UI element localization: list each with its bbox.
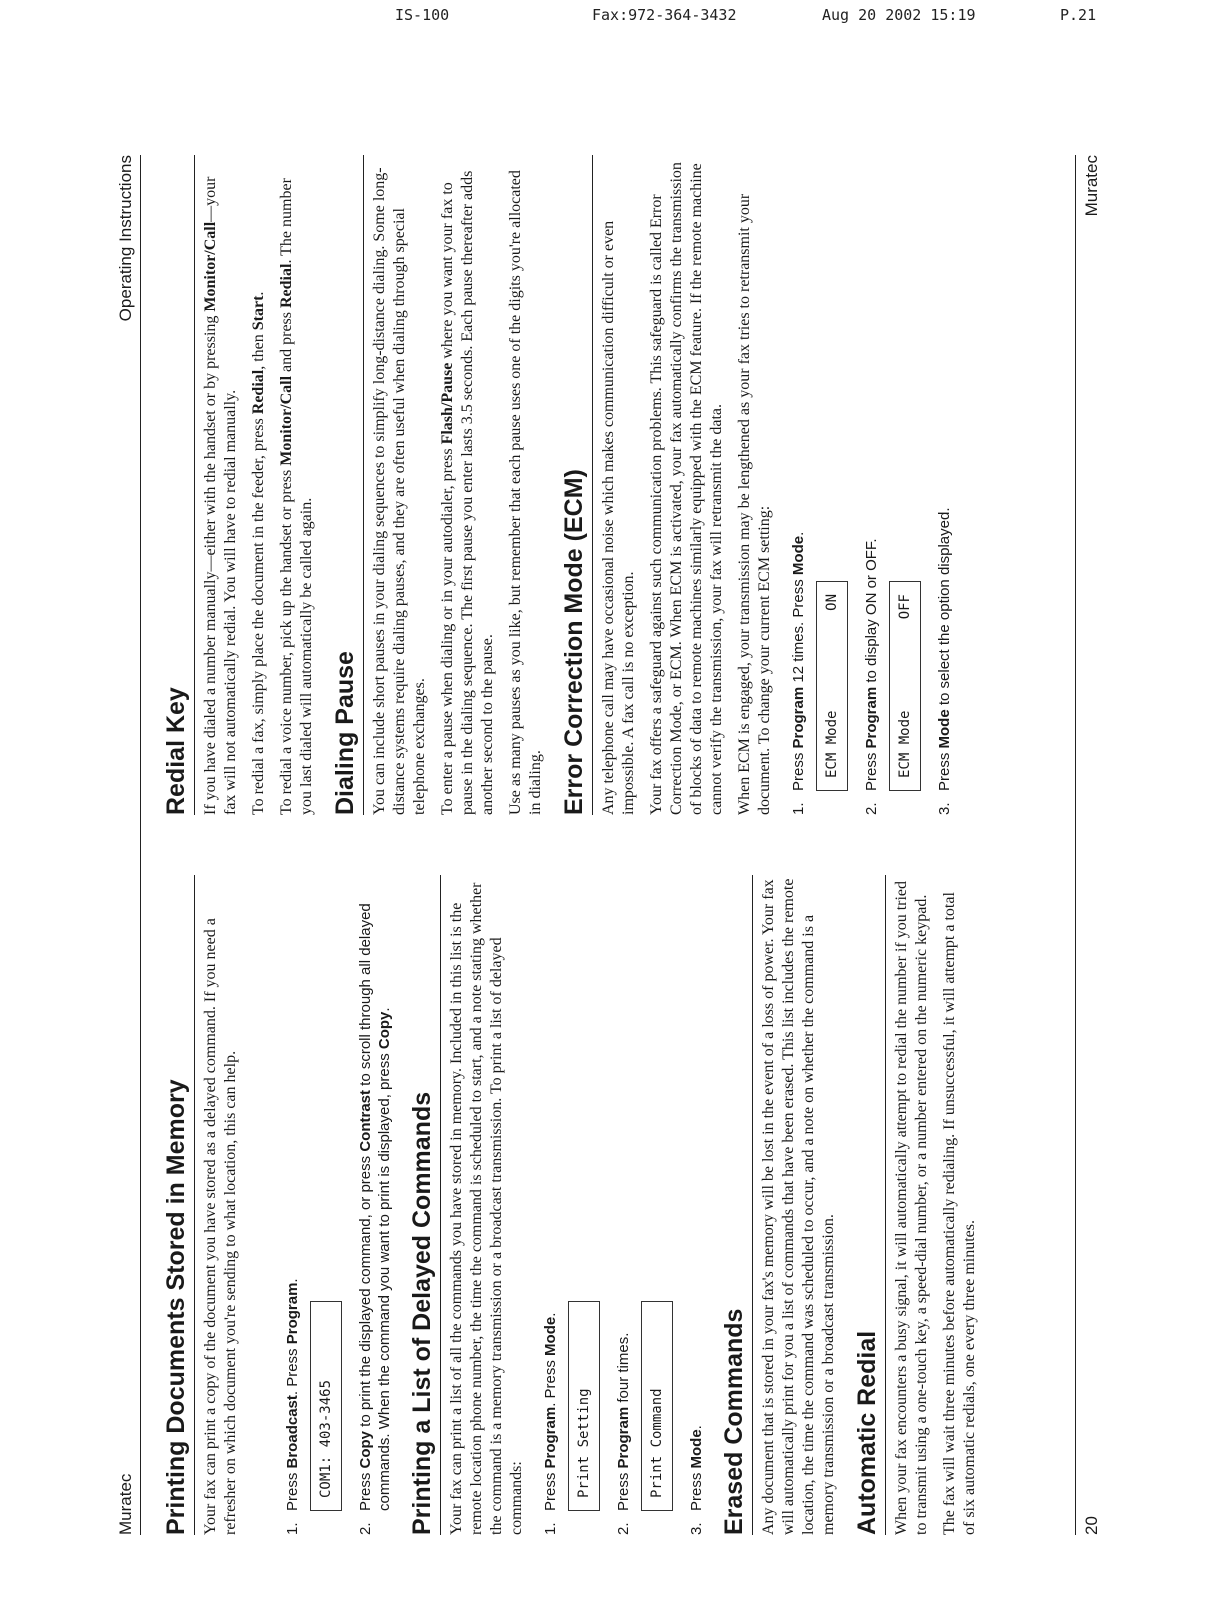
- page-number: 20: [1082, 1516, 1101, 1535]
- printing-list-step-2: 2. Press Program four times.: [615, 1332, 632, 1535]
- heading-printing-list: Printing a List of Delayed Commands: [408, 875, 441, 1535]
- printing-list-step-3: 3. Press Mode.: [688, 1425, 705, 1535]
- rotated-page: [110, 155, 1110, 1535]
- lcd-display: Print Command: [641, 1301, 673, 1511]
- running-foot-brand: Muratec: [1082, 155, 1101, 217]
- lcd-display: ECM Mode ON: [816, 581, 848, 791]
- section-redial-key: [162, 155, 317, 815]
- ecm-step-1: 1. Press Program 12 times. Press Mode.: [790, 531, 807, 815]
- heading-automatic-redial: Automatic Redial: [853, 875, 886, 1535]
- ecm-p1: Any telephone call may have occasional noise which makes communication difficult or even impossible. A fax call is no exception.: [600, 220, 637, 815]
- ecm-step-3: 3. Press Mode to select the option displayed.: [936, 507, 953, 815]
- heading-dialing-pause: Dialing Pause: [331, 155, 364, 815]
- section-dialing-pause: [331, 155, 546, 815]
- dialing-pause-p1: You can include short pauses in your dialing sequences to simplify long-distance dialing. Some long-distance systems require dialing pauses, and they are often useful when dialing through special telephone exchanges.: [371, 167, 428, 815]
- lcd-display: ECM Mode OFF: [889, 581, 921, 791]
- section-printing-list: [408, 875, 706, 1535]
- running-head-brand: Muratec: [116, 1473, 135, 1535]
- heading-redial-key: Redial Key: [162, 155, 195, 815]
- section-ecm: [560, 155, 954, 815]
- fax-page: P.21: [1060, 6, 1097, 24]
- section-erased-commands: [720, 875, 839, 1535]
- automatic-redial-p2: The fax will wait three minutes before automatically redialing. If unsuccessful, it will attempt a total of six automatic redials, one every three minutes.: [941, 892, 978, 1535]
- ecm-p3: When ECM is engaged, your transmission may be lengthened as your fax tries to retransmit your document. To change your current ECM setting:: [736, 193, 773, 815]
- lcd-display: COM1: 403-3465: [310, 1301, 342, 1511]
- running-head-title: Operating Instructions: [116, 155, 135, 322]
- fax-id: IS-100: [395, 6, 450, 24]
- printing-documents-intro: Your fax can print a copy of the document you have stored as a delayed command. If you need a refresher on which document you're sending to what location, this can help.: [202, 918, 239, 1535]
- redial-key-p1: If you have dialed a number manually—either with the handset or by pressing Monitor/Call—your fax will not automatically redial. You will have to redial manually.: [202, 176, 239, 815]
- erased-commands-body: Any document that is stored in your fax's memory will be lost in the event of a loss of power. Your fax will automatically print for you a list of commands that have been erased. This list includes the remote location, the time the command was scheduled to occur, and a note on whether the command is a memory transmission or a broadcast transmission.: [760, 878, 837, 1535]
- section-printing-documents: [162, 875, 394, 1535]
- left-column: [162, 875, 994, 1535]
- printing-documents-step-2: 2. Press Copy to print the displayed command, or press Contrast to scroll through all delayed commands. When the command you want to print is displayed, press Copy.: [357, 903, 393, 1535]
- dialing-pause-p3: Use as many pauses as you like, but remember that each pause uses one of the digits you're allocated in dialing.: [507, 170, 544, 815]
- dialing-pause-p2: To enter a pause when dialing or in your autodialer, press Flash/Pause where you want your fax to pause in the dialing sequence. The first pause you enter lasts 3.5 seconds. Each pause thereafter adds another second to the pause.: [439, 170, 496, 815]
- printing-list-intro: Your fax can print a list of all the commands you have stored in memory. Included in this list is the remote location phone number, the time the command is scheduled to start, and a note stating whether the command is a memory transmission or a broadcast transmission. To print a list of delayed commands:: [448, 882, 525, 1535]
- heading-erased-commands: Erased Commands: [720, 875, 753, 1535]
- running-head: [110, 155, 141, 1535]
- printing-documents-step-1: 1. Press Broadcast. Press Program.: [284, 1278, 301, 1535]
- right-column: [162, 155, 968, 815]
- ecm-p2: Your fax offers a safeguard against such communication problems. This safeguard is called Error Correction Mode, or ECM. When ECM is activated, your fax automatically confirms the transmission of blocks of data to remote machines similarly equipped with the ECM feature. If the remote machine cannot verify the transmission, your fax will retransmit the data.: [648, 162, 725, 815]
- redial-key-p3: To redial a voice number, pick up the handset or press Monitor/Call and press Redial. The number you last dialed will automatically be called again.: [278, 178, 315, 815]
- heading-ecm: Error Correction Mode (ECM): [560, 155, 593, 815]
- redial-key-p2: To redial a fax, simply place the document in the feeder, press Redial, then Start.: [250, 291, 267, 815]
- heading-printing-documents: Printing Documents Stored in Memory: [162, 875, 195, 1535]
- running-foot: [1075, 155, 1106, 1535]
- section-automatic-redial: [853, 875, 980, 1535]
- lcd-display: Print Setting: [568, 1301, 600, 1511]
- ecm-step-2: 2. Press Program to display ON or OFF.: [863, 538, 880, 815]
- fax-header: [0, 0, 1228, 28]
- fax-date: Aug 20 2002 15:19: [822, 6, 976, 24]
- printing-list-step-1: 1. Press Program. Press Mode.: [542, 1312, 559, 1535]
- automatic-redial-p1: When your fax encounters a busy signal, it will automatically attempt to redial the number if you tried to transmit using a one-touch key, a speed-dial number, or a number entered on the numeric keypad.: [893, 880, 930, 1535]
- fax-number: Fax:972-364-3432: [592, 6, 737, 24]
